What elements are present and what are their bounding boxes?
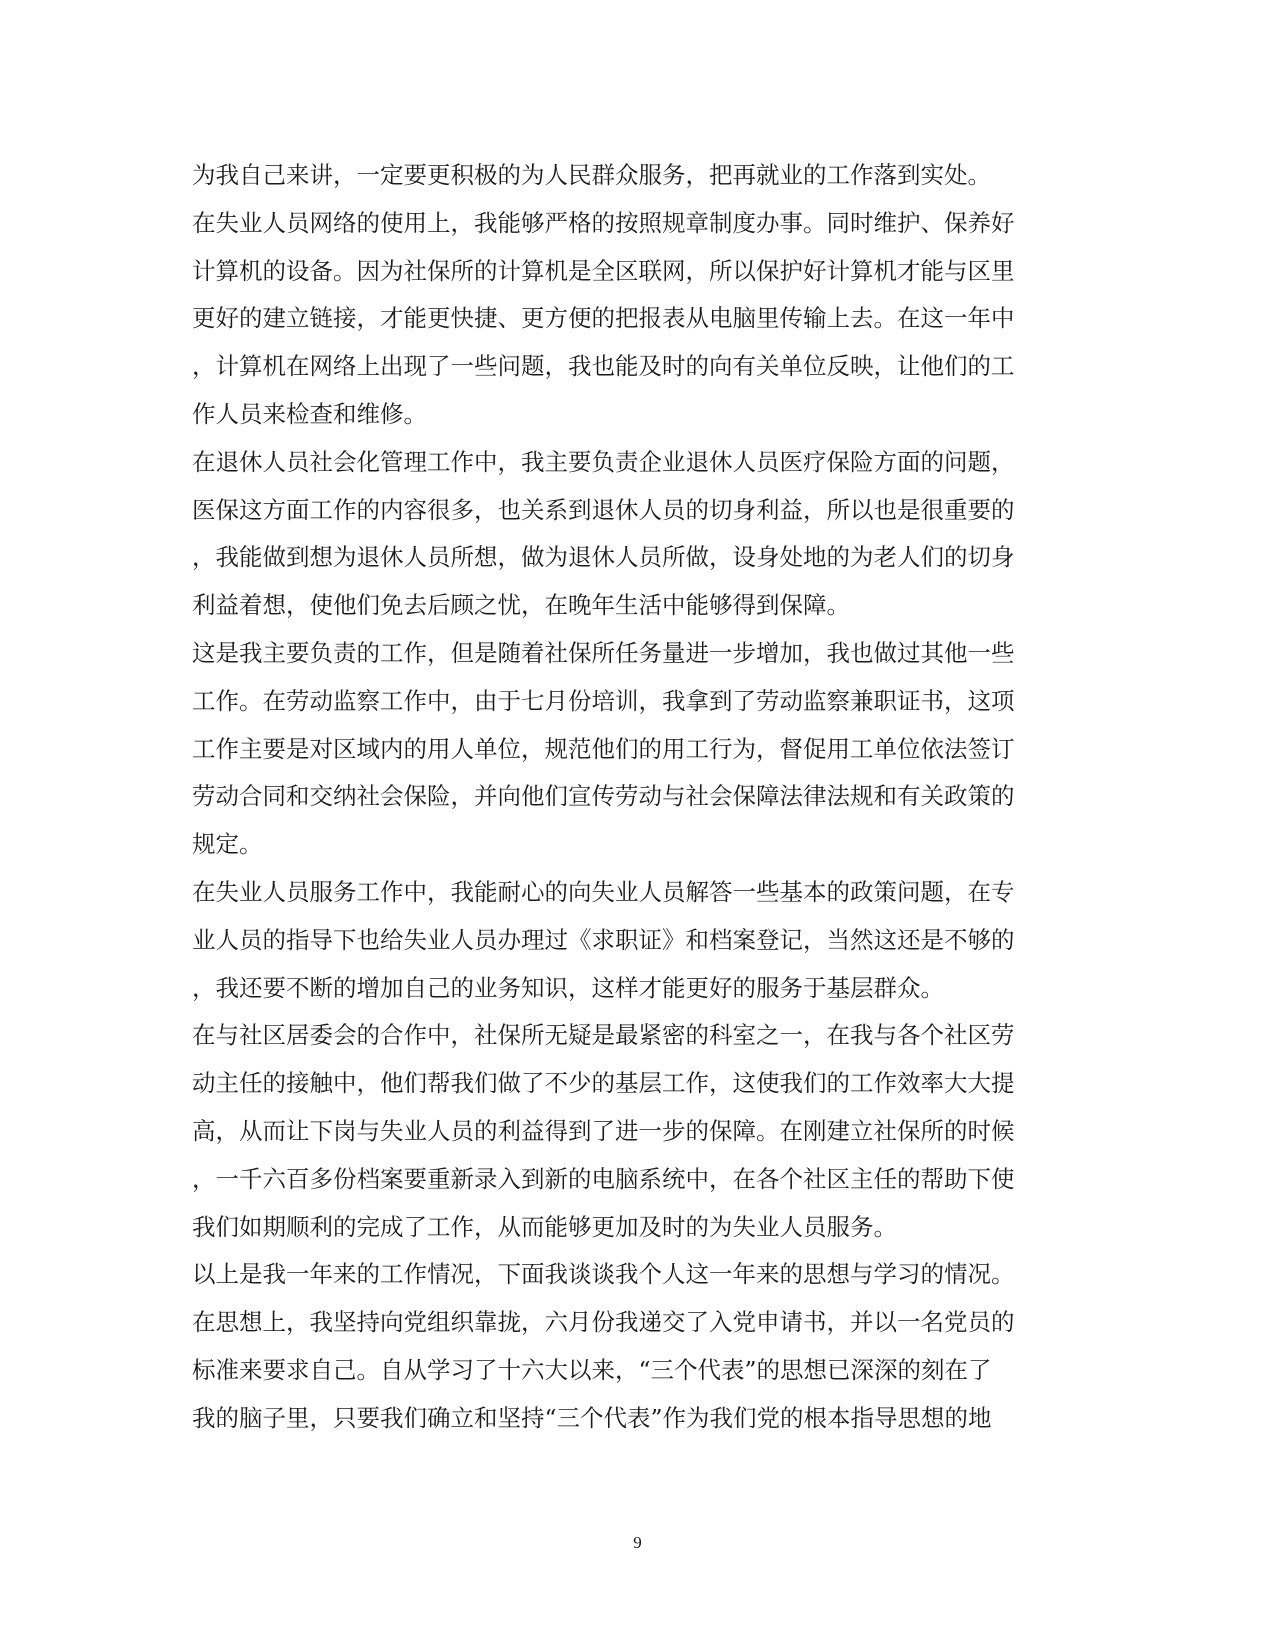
text-line: 计算机的设备。因为社保所的计算机是全区联网，所以保护好计算机才能与区里: [192, 256, 1015, 285]
text-line: ，一千六百多份档案要重新录入到新的电脑系统中，在各个社区主任的帮助下使: [192, 1164, 1015, 1193]
text-line: 更好的建立链接，才能更快捷、更方便的把报表从电脑里传输上去。在这一年中: [192, 304, 1015, 333]
text-line: 工作主要是对区域内的用人单位，规范他们的用工行为，督促用工单位依法签订: [192, 734, 1015, 763]
text-line: 我们如期顺利的完成了工作，从而能够更加及时的为失业人员服务。: [192, 1212, 897, 1241]
text-line: 为我自己来讲，一定要更积极的为人民群众服务，把再就业的工作落到实处。: [192, 161, 991, 189]
text-line: 这是我主要负责的工作，但是随着社保所任务量进一步增加，我也做过其他一些: [192, 638, 1015, 667]
text-line: 规定。: [192, 830, 263, 859]
text-line: 在思想上，我坚持向党组织靠拢，六月份我递交了入党申请书，并以一名党员的: [192, 1308, 1015, 1337]
page-number: 9: [633, 1533, 642, 1552]
body-text: [192, 152, 1072, 1443]
text-line: 在退休人员社会化管理工作中，我主要负责企业退休人员医疗保险方面的问题，: [192, 447, 1015, 476]
text-line: ，计算机在网络上出现了一些问题，我也能及时的向有关单位反映，让他们的工: [192, 352, 1015, 381]
text-line: 动主任的接触中，他们帮我们做了不少的基层工作，这使我们的工作效率大大提: [192, 1069, 1015, 1098]
text-line: 我的脑子里，只要我们确立和坚持“三个代表”作为我们党的根本指导思想的地: [192, 1403, 992, 1432]
text-line: 利益着想，使他们免去后顾之忧，在晚年生活中能够得到保障。: [192, 591, 850, 620]
text-line: 在失业人员网络的使用上，我能够严格的按照规章制度办事。同时维护、保养好: [192, 208, 1015, 237]
text-line: 以上是我一年来的工作情况，下面我谈谈我个人这一年来的思想与学习的情况。: [192, 1260, 1015, 1289]
text-line: 劳动合同和交纳社会保险，并向他们宣传劳动与社会保障法律法规和有关政策的: [192, 782, 1015, 811]
text-line: 标准来要求自己。自从学习了十六大以来，“三个代表”的思想已深深的刻在了: [192, 1355, 992, 1384]
text-line: ，我能做到想为退休人员所想，做为退休人员所做，设身处地的为老人们的切身: [192, 543, 1015, 572]
text-line: 业人员的指导下也给失业人员办理过《求职证》和档案登记，当然这还是不够的: [192, 925, 1015, 954]
text-line: 在失业人员服务工作中，我能耐心的向失业人员解答一些基本的政策问题，在专: [192, 877, 1015, 906]
text-line: ，我还要不断的增加自己的业务知识，这样才能更好的服务于基层群众。: [192, 973, 944, 1002]
text-line: 高，从而让下岗与失业人员的利益得到了进一步的保障。在刚建立社保所的时候: [192, 1116, 1015, 1145]
text-line: 工作。在劳动监察工作中，由于七月份培训，我拿到了劳动监察兼职证书，这项: [192, 686, 1015, 715]
text-line: 医保这方面工作的内容很多，也关系到退休人员的切身利益，所以也是很重要的: [192, 495, 1015, 524]
text-line: 在与社区居委会的合作中，社保所无疑是最紧密的科室之一，在我与各个社区劳: [192, 1021, 1015, 1050]
text-line: 作人员来检查和维修。: [192, 399, 427, 428]
